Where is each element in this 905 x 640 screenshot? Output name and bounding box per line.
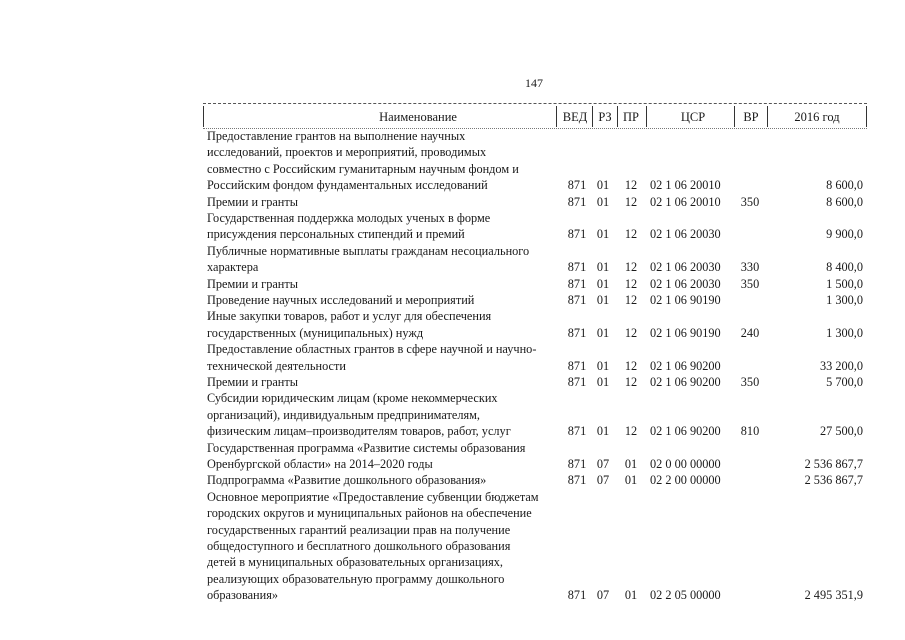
row-vr: 330 <box>740 260 760 275</box>
table-row <box>0 489 905 604</box>
row-rz: 07 <box>596 588 610 603</box>
row-name-line: совместно с Российским гуманитарным научным фондом и <box>207 161 519 176</box>
row-name <box>207 390 559 439</box>
row-amount: 1 300,0 <box>826 292 863 307</box>
row-ved: 871 <box>567 424 587 439</box>
row-pr: 12 <box>624 424 638 439</box>
row-name-line: реализующих образовательную программу дошкольного <box>207 571 505 586</box>
table-row <box>0 128 905 194</box>
row-pr: 12 <box>624 178 638 193</box>
page-number: 147 <box>525 76 543 90</box>
row-name-line: детей в муниципальных образовательных организациях, <box>207 555 503 570</box>
row-name-line: Предоставление грантов на выполнение научных <box>207 129 466 143</box>
row-name-line: образования» <box>207 588 279 603</box>
row-ved: 871 <box>567 292 587 307</box>
row-name <box>207 489 559 604</box>
row-name-line: Проведение научных исследований и мероприятий <box>207 292 475 307</box>
row-name <box>207 194 559 210</box>
column-separator <box>203 106 204 127</box>
row-name-line: государственных гарантий реализации прав на получение <box>207 522 511 537</box>
table-row <box>0 194 905 210</box>
row-name-line: организаций), индивидуальным предпринимателям, <box>207 407 480 422</box>
row-name-line: государственных (муниципальных) нужд <box>207 325 424 340</box>
row-ved: 871 <box>567 276 587 291</box>
row-pr: 12 <box>624 358 638 373</box>
row-csr: 02 1 06 20010 <box>650 194 721 209</box>
column-separator <box>646 106 647 127</box>
row-name-line: Публичные нормативные выплаты гражданам несоциального <box>207 243 530 258</box>
row-rz: 01 <box>596 260 610 275</box>
header-vr: ВР <box>743 110 759 124</box>
row-ved: 871 <box>567 473 587 488</box>
row-name-line: Премии и гранты <box>207 276 299 291</box>
row-name-line: присуждения персональных стипендий и премий <box>207 227 465 242</box>
row-ved: 871 <box>567 260 587 275</box>
column-separator <box>592 106 593 127</box>
header-name: Наименование <box>379 110 457 124</box>
table-row <box>0 440 905 473</box>
row-amount: 2 536 867,7 <box>804 473 863 488</box>
row-name-line: Предоставление областных грантов в сфере научной и научно- <box>207 342 537 357</box>
row-ved: 871 <box>567 178 587 193</box>
row-rz: 01 <box>596 227 610 242</box>
row-csr: 02 2 00 00000 <box>650 473 721 488</box>
row-csr: 02 1 06 90200 <box>650 424 721 439</box>
row-name-line: общедоступного и бесплатного дошкольного образования <box>207 538 511 553</box>
row-name-line: технической деятельности <box>207 358 346 373</box>
row-pr: 12 <box>624 194 638 209</box>
row-pr: 01 <box>624 588 638 603</box>
row-amount: 8 600,0 <box>826 194 863 209</box>
row-amount: 8 400,0 <box>826 260 863 275</box>
row-ved: 871 <box>567 325 587 340</box>
row-amount: 5 700,0 <box>826 374 863 389</box>
header-year: 2016 год <box>794 110 840 124</box>
row-csr: 02 1 06 90200 <box>650 358 721 373</box>
table-row <box>0 210 905 243</box>
row-csr: 02 1 06 20030 <box>650 276 721 291</box>
row-name-line: Оренбургской области» на 2014–2020 годы <box>207 456 433 471</box>
row-amount: 1 300,0 <box>826 325 863 340</box>
row-name-line: городских округов и муниципальных районов на обеспечение <box>207 506 532 521</box>
table-row <box>0 243 905 276</box>
table-row <box>0 292 905 308</box>
column-separator <box>866 106 867 127</box>
row-pr: 12 <box>624 260 638 275</box>
row-name-line: Иные закупки товаров, работ и услуг для обеспечения <box>207 309 492 324</box>
table-row <box>0 390 905 439</box>
table-row <box>0 276 905 292</box>
row-name <box>207 243 559 276</box>
row-csr: 02 1 06 20010 <box>650 178 721 193</box>
row-rz: 01 <box>596 276 610 291</box>
table-row <box>0 341 905 374</box>
row-amount: 1 500,0 <box>826 276 863 291</box>
row-vr: 350 <box>740 194 760 209</box>
row-name <box>207 341 559 374</box>
row-rz: 01 <box>596 424 610 439</box>
header-csr: ЦСР <box>680 110 706 124</box>
row-csr: 02 0 00 00000 <box>650 456 721 471</box>
row-pr: 12 <box>624 276 638 291</box>
row-pr: 12 <box>624 227 638 242</box>
row-name <box>207 128 559 194</box>
row-name-line: Субсидии юридическим лицам (кроме некоммерческих <box>207 391 498 406</box>
row-rz: 01 <box>596 178 610 193</box>
row-ved: 871 <box>567 227 587 242</box>
row-name-line: Основное мероприятие «Предоставление субвенции бюджетам <box>207 489 539 504</box>
row-vr: 810 <box>740 424 760 439</box>
header-pr: ПР <box>623 110 639 124</box>
row-name <box>207 374 559 390</box>
header-rz: РЗ <box>598 110 612 124</box>
row-name-line: Государственная поддержка молодых ученых в форме <box>207 210 491 225</box>
header-ved: ВЕД <box>562 110 588 124</box>
row-rz: 01 <box>596 194 610 209</box>
row-amount: 27 500,0 <box>819 424 863 439</box>
row-pr: 12 <box>624 292 638 307</box>
row-vr: 240 <box>740 325 760 340</box>
row-ved: 871 <box>567 194 587 209</box>
row-name-line: физическим лицам–производителям товаров, работ, услуг <box>207 424 511 439</box>
column-separator <box>734 106 735 127</box>
row-amount: 33 200,0 <box>819 358 863 373</box>
row-name-line: характера <box>207 260 259 275</box>
row-name <box>207 292 559 308</box>
row-csr: 02 1 06 20030 <box>650 260 721 275</box>
row-name-line: Премии и гранты <box>207 194 299 209</box>
row-rz: 01 <box>596 358 610 373</box>
row-csr: 02 1 06 90200 <box>650 374 721 389</box>
row-pr: 12 <box>624 374 638 389</box>
row-pr: 12 <box>624 325 638 340</box>
row-name-line: исследований, проектов и мероприятий, проводимых <box>207 145 487 160</box>
row-name-line: Премии и гранты <box>207 374 299 389</box>
column-separator <box>556 106 557 127</box>
row-ved: 871 <box>567 456 587 471</box>
row-name-line: Государственная программа «Развитие системы образования <box>207 440 526 455</box>
row-name <box>207 210 559 243</box>
row-amount: 9 900,0 <box>826 227 863 242</box>
row-name-line: Подпрограмма «Развитие дошкольного образования» <box>207 473 487 488</box>
row-csr: 02 1 06 90190 <box>650 292 721 307</box>
row-csr: 02 2 05 00000 <box>650 588 721 603</box>
row-amount: 2 495 351,9 <box>804 588 863 603</box>
row-amount: 2 536 867,7 <box>804 456 863 471</box>
row-rz: 07 <box>596 456 610 471</box>
table-row <box>0 472 905 488</box>
row-name <box>207 308 559 341</box>
row-name <box>207 472 559 488</box>
row-csr: 02 1 06 20030 <box>650 227 721 242</box>
row-pr: 01 <box>624 473 638 488</box>
row-ved: 871 <box>567 358 587 373</box>
row-csr: 02 1 06 90190 <box>650 325 721 340</box>
row-vr: 350 <box>740 276 760 291</box>
row-name <box>207 440 559 473</box>
column-separator <box>767 106 768 127</box>
row-ved: 871 <box>567 374 587 389</box>
table-row <box>0 374 905 390</box>
row-rz: 01 <box>596 325 610 340</box>
row-rz: 01 <box>596 374 610 389</box>
row-rz: 01 <box>596 292 610 307</box>
table-row <box>0 308 905 341</box>
row-vr: 350 <box>740 374 760 389</box>
row-name-line: Российским фондом фундаментальных исследований <box>207 178 488 193</box>
row-pr: 01 <box>624 456 638 471</box>
row-name <box>207 276 559 292</box>
budget-table-body <box>0 128 905 604</box>
row-rz: 07 <box>596 473 610 488</box>
row-ved: 871 <box>567 588 587 603</box>
row-amount: 8 600,0 <box>826 178 863 193</box>
column-separator <box>617 106 618 127</box>
table-header <box>203 103 867 129</box>
header-top-rule <box>203 103 867 104</box>
